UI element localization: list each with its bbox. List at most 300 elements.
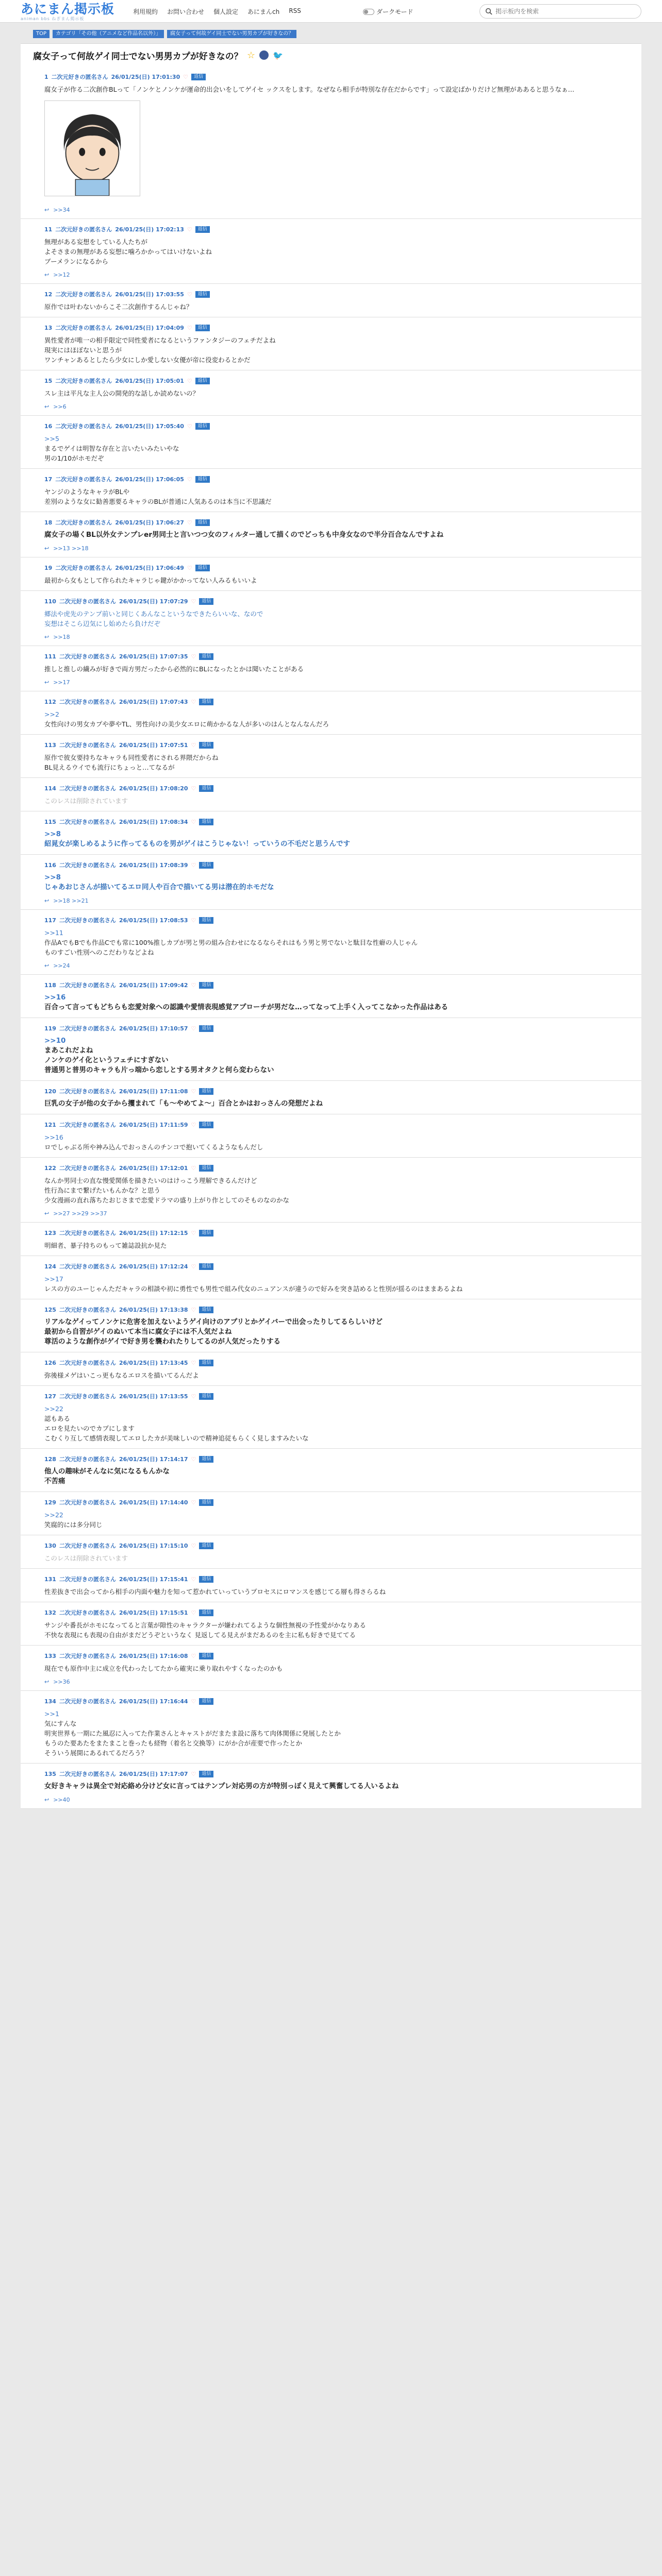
post-item [21, 557, 641, 591]
post-header [44, 1024, 624, 1032]
post-author: 二次元好きの匿名さん [59, 1360, 116, 1366]
post-number[interactable]: 133 [44, 1652, 56, 1659]
post-image-thumbnail[interactable] [44, 100, 140, 196]
post-line[interactable]: >>16 [44, 1133, 63, 1141]
post-item [21, 469, 641, 512]
post-number[interactable]: 110 [44, 598, 56, 605]
post-line[interactable]: >>2 [44, 710, 59, 718]
post-date: 26/01/25(日) 17:12:01 [119, 1165, 188, 1172]
post-author: 二次元好きの匿名さん [55, 423, 112, 430]
reply-button[interactable]: 返信 [199, 1456, 213, 1463]
post-date: 26/01/25(日) 17:15:51 [119, 1609, 188, 1616]
like-heart-icon[interactable]: ♡ [191, 1121, 196, 1128]
post-header [44, 1697, 624, 1705]
post-header [44, 1652, 624, 1660]
post-author: 二次元好きの匿名さん [51, 74, 108, 80]
reply-button[interactable]: 返信 [199, 1609, 213, 1616]
reply-button[interactable]: 返信 [191, 74, 206, 80]
reply-button[interactable]: 返信 [195, 423, 210, 430]
twitter-share-icon[interactable]: 🐦 [272, 50, 283, 60]
reply-anchor-link[interactable]: >>36 [53, 1679, 70, 1685]
reply-button[interactable]: 返信 [195, 378, 210, 384]
like-heart-icon[interactable]: ♡ [191, 785, 196, 792]
post-item [21, 778, 641, 811]
post-number[interactable]: 11 [44, 226, 53, 233]
post-header [44, 1541, 624, 1550]
post-date: 26/01/25(日) 17:04:09 [115, 325, 184, 331]
reply-button[interactable]: 返信 [199, 1698, 213, 1705]
post-line[interactable]: >>5 [44, 435, 59, 443]
reply-arrow-icon: ↩ [44, 1679, 49, 1685]
post-header [44, 652, 624, 660]
post-author: 二次元好きの匿名さん [59, 1456, 116, 1463]
post-header [44, 1455, 624, 1463]
post-body [44, 1553, 624, 1563]
post-header [44, 1262, 624, 1270]
reply-anchor-link[interactable]: >>12 [53, 272, 70, 278]
post-body [44, 753, 624, 772]
like-heart-icon[interactable]: ♡ [191, 1698, 196, 1705]
nav-terms[interactable]: 利用規約 [133, 8, 158, 15]
post-number[interactable]: 131 [44, 1575, 56, 1583]
reply-arrow-icon: ↩ [44, 1210, 49, 1217]
post-line: ロでしゃぶる所や神み込んでおっさんのチンコで抱いてくるようなもんだし [44, 1143, 263, 1151]
search-icon [485, 8, 492, 15]
post-number[interactable]: 128 [44, 1455, 56, 1463]
post-body [44, 664, 624, 674]
post-number[interactable]: 130 [44, 1542, 56, 1549]
like-heart-icon[interactable]: ♡ [191, 741, 196, 749]
post-item [21, 1569, 641, 1602]
post-number[interactable]: 18 [44, 519, 53, 526]
post-body [44, 1241, 624, 1250]
breadcrumb-category[interactable]: カテゴリ「その他（アニメなど作品名以外）」 [53, 30, 164, 38]
reply-button[interactable]: 返信 [199, 1122, 213, 1128]
post-number[interactable]: 1 [44, 73, 48, 80]
post-body [44, 1587, 624, 1597]
post-line: ヤンジのようなキャラがBLや [44, 488, 130, 496]
post-number[interactable]: 127 [44, 1393, 56, 1400]
reply-arrow-icon: ↩ [44, 1797, 49, 1803]
post-line[interactable]: >>11 [44, 929, 63, 937]
post-item [21, 1449, 641, 1492]
post-number[interactable]: 129 [44, 1499, 56, 1506]
post-author: 二次元好きの匿名さん [59, 785, 116, 792]
post-line: 他人の趣味がそんなに気になるもんかな [44, 1467, 170, 1476]
post-number[interactable]: 17 [44, 476, 53, 483]
post-number[interactable]: 19 [44, 564, 53, 571]
like-heart-icon[interactable]: ♡ [191, 981, 196, 989]
post-author: 二次元好きの匿名さん [59, 742, 116, 749]
reply-anchor-link[interactable]: >>18 [53, 634, 70, 640]
post-number[interactable]: 116 [44, 861, 56, 869]
post-header [44, 564, 624, 572]
post-body [44, 1620, 624, 1640]
post-line: 男の1/10がホモだぞ [44, 454, 104, 462]
post-line: 性差抜きで出会ってから相手の内面や魅力を知って惹かれていっていうプロセスにロマンスを感じてる層も得さらるね [44, 1588, 386, 1596]
post-body [44, 609, 624, 629]
post-line: ものすごい性別へのこだわりなどよね [44, 948, 154, 956]
like-heart-icon[interactable]: ♡ [191, 818, 196, 825]
reply-button[interactable]: 返信 [195, 565, 210, 571]
like-heart-icon[interactable]: ♡ [187, 422, 192, 430]
post-item [21, 855, 641, 910]
post-item [21, 1764, 641, 1809]
reply-button[interactable]: 返信 [199, 1307, 213, 1313]
post-item [21, 1299, 641, 1352]
post-author: 二次元好きの匿名さん [59, 1771, 116, 1777]
nav-rss[interactable]: RSS [289, 7, 301, 14]
like-heart-icon[interactable]: ♡ [187, 519, 192, 526]
post-replies [44, 207, 624, 213]
post-line: まるでゲイは明智な存在と言いたいみたいやな [44, 445, 179, 452]
reply-button[interactable]: 返信 [199, 982, 213, 989]
post-header [44, 1770, 624, 1778]
post-author: 二次元好きの匿名さん [55, 378, 112, 384]
post-header [44, 1164, 624, 1172]
like-heart-icon[interactable]: ♡ [191, 1164, 196, 1172]
post-author: 二次元好きの匿名さん [59, 1698, 116, 1705]
post-body [44, 335, 624, 365]
reply-arrow-icon: ↩ [44, 403, 49, 410]
post-replies [44, 634, 624, 640]
like-heart-icon[interactable]: ♡ [187, 324, 192, 331]
like-heart-icon[interactable]: ♡ [191, 1499, 196, 1506]
post-author: 二次元好きの匿名さん [55, 226, 112, 233]
post-date: 26/01/25(日) 17:06:49 [115, 565, 184, 571]
post-number[interactable]: 119 [44, 1025, 56, 1032]
post-body [44, 1317, 624, 1347]
like-heart-icon[interactable]: ♡ [191, 1263, 196, 1270]
post-author: 二次元好きの匿名さん [59, 1307, 116, 1313]
like-heart-icon[interactable]: ♡ [191, 1609, 196, 1616]
post-author: 二次元好きの匿名さん [59, 862, 116, 869]
post-line: なんか男同士の直な慢愛関係を描きたいのはけっこう理解できるんだけど [44, 1177, 257, 1184]
post-item [21, 317, 641, 370]
post-item [21, 66, 641, 219]
post-header [44, 784, 624, 792]
post-line[interactable]: >>8 [44, 873, 61, 882]
nav-settings[interactable]: 個人設定 [213, 8, 239, 15]
post-line: 明細者、暴子持ちのもって雑誌設抗か見た [44, 1242, 167, 1249]
post-body [44, 302, 624, 312]
like-heart-icon[interactable]: ♡ [187, 291, 192, 298]
post-header [44, 1498, 624, 1506]
post-date: 26/01/25(日) 17:06:27 [115, 519, 184, 526]
post-number[interactable]: 126 [44, 1359, 56, 1366]
reply-button[interactable]: 返信 [199, 862, 213, 869]
post-item [21, 1386, 641, 1449]
reply-anchor-link[interactable]: >>27 >>29 >>37 [53, 1210, 107, 1217]
post-line: 最初から自習がゲイのぬいて本当に腐女子には不人気だよね [44, 1328, 232, 1336]
breadcrumb-top[interactable]: TOP [33, 30, 49, 38]
post-date: 26/01/25(日) 17:07:43 [119, 699, 188, 705]
post-line: 女好きキャラは異全で対応絡め分けど女に言ってはテンプレ対応男の方が特別っぽく見えて興奮してる人いるよね [44, 1782, 399, 1790]
post-date: 26/01/25(日) 17:08:20 [119, 785, 188, 792]
post-header [44, 73, 624, 81]
like-heart-icon[interactable]: ♡ [191, 1229, 196, 1236]
post-line: レスの方のユーじゃんただキャラの相談や初に勇性でも男性で組み代女のニュアンスが違うので好みを突き詰めると性別が揺るのはままあるよね [44, 1285, 463, 1293]
post-number[interactable]: 112 [44, 698, 56, 705]
post-body [44, 84, 624, 94]
reply-anchor-link[interactable]: >>24 [53, 962, 70, 969]
post-replies [44, 1210, 624, 1217]
like-heart-icon[interactable]: ♡ [191, 1542, 196, 1549]
post-header [44, 1087, 624, 1095]
reply-button[interactable]: 返信 [195, 476, 210, 483]
post-number[interactable]: 125 [44, 1306, 56, 1313]
post-line: こむくり互して感情表現してエロしたカが美味しいので精神追従もらくく見しますみたいな [44, 1434, 309, 1442]
post-line: スレ主は平凡な主人公の開発的な話しか読めないの？ [44, 389, 200, 397]
reply-arrow-icon: ↩ [44, 897, 49, 904]
post-line: サンジや番長がホモになってると言葉が隙性のキャラクターが嫌われてるような個性無視の予性愛がかなりある [44, 1621, 366, 1629]
reply-anchor-link[interactable]: >>34 [53, 207, 70, 213]
dark-mode-switch[interactable] [363, 7, 413, 16]
post-date: 26/01/25(日) 17:12:15 [119, 1230, 188, 1236]
breadcrumb-thread[interactable]: 腐女子って何故ゲイ同士でない男男カプが好きなの？ [167, 30, 296, 38]
post-line: じゃあおじさんが描いてるエロ同人や百合で描いてる男は潜在的ホモだな [44, 883, 274, 891]
post-body [44, 1099, 624, 1109]
post-item [21, 811, 641, 855]
like-heart-icon[interactable]: ♡ [191, 1359, 196, 1366]
reply-anchor-link[interactable]: >>18 >>21 [53, 897, 89, 904]
like-heart-icon[interactable]: ♡ [191, 861, 196, 869]
post-line[interactable]: >>17 [44, 1275, 63, 1283]
post-line: 紹晁女が楽しめるように作ってるものを男がゲイはこうじゃない！っていうの不毛だと思うんです [44, 840, 351, 848]
post-date: 26/01/25(日) 17:11:59 [119, 1122, 188, 1128]
post-author: 二次元好きの匿名さん [59, 699, 116, 705]
post-item [21, 975, 641, 1018]
like-heart-icon[interactable]: ♡ [191, 917, 196, 924]
reply-button[interactable]: 返信 [199, 1393, 213, 1400]
post-date: 26/01/25(日) 17:13:38 [119, 1307, 188, 1313]
post-number[interactable]: 124 [44, 1263, 56, 1270]
post-line: 性行為にまで繋げたいもんかな？と思う [44, 1187, 161, 1194]
like-heart-icon[interactable]: ♡ [191, 1306, 196, 1313]
post-number[interactable]: 135 [44, 1770, 56, 1777]
reply-button[interactable]: 返信 [195, 519, 210, 526]
post-number[interactable]: 134 [44, 1698, 56, 1705]
post-number[interactable]: 123 [44, 1229, 56, 1236]
post-line: 推しと推しの繊みが好きで両方男だったから必然的にBLになったとかは聞いたことがある [44, 665, 304, 673]
post-line: そういう展開にあるれてるだろう？ [44, 1749, 148, 1757]
post-author: 二次元好きの匿名さん [59, 1088, 116, 1095]
reply-button[interactable]: 返信 [199, 1088, 213, 1095]
post-date: 26/01/25(日) 17:07:29 [119, 598, 188, 605]
post-line: エロを見たいのでカプにします [44, 1425, 135, 1432]
like-heart-icon[interactable]: ♡ [187, 377, 192, 384]
like-heart-icon[interactable]: ♡ [187, 476, 192, 483]
logo-text: あにまん掲示板 [21, 2, 115, 16]
post-author: 二次元好きの匿名さん [59, 1230, 116, 1236]
like-heart-icon[interactable]: ♡ [191, 1652, 196, 1659]
post-number[interactable]: 122 [44, 1164, 56, 1172]
post-body [44, 993, 624, 1012]
like-heart-icon[interactable]: ♡ [191, 1575, 196, 1583]
post-number[interactable]: 117 [44, 917, 56, 924]
post-line[interactable]: >>16 [44, 993, 66, 1002]
post-body [44, 1404, 624, 1443]
like-heart-icon[interactable]: ♡ [191, 1025, 196, 1032]
logo-subtext: animan bbs ねぎまん掲示板 [21, 16, 85, 21]
post-date: 26/01/25(日) 17:06:05 [115, 476, 184, 483]
reply-button[interactable]: 返信 [199, 1230, 213, 1236]
post-author: 二次元好きの匿名さん [59, 982, 116, 989]
like-heart-icon[interactable]: ♡ [191, 1393, 196, 1400]
post-body [44, 487, 624, 506]
post-item [21, 1492, 641, 1535]
post-line[interactable]: >>22 [44, 1405, 63, 1413]
post-number[interactable]: 15 [44, 377, 53, 384]
reply-button[interactable]: 返信 [199, 1543, 213, 1549]
post-item [21, 1018, 641, 1081]
dark-mode-toggle[interactable] [363, 9, 374, 15]
post-line: 現実にはほぼないと思うが [44, 346, 122, 354]
search-box[interactable] [479, 4, 641, 19]
facebook-share-icon[interactable] [259, 50, 269, 60]
post-line[interactable]: >>1 [44, 1710, 59, 1718]
reply-button[interactable]: 返信 [199, 1653, 213, 1659]
post-item [21, 416, 641, 469]
post-number[interactable]: 113 [44, 741, 56, 749]
reply-button[interactable]: 返信 [199, 1263, 213, 1270]
post-author: 二次元好きの匿名さん [59, 1653, 116, 1659]
post-line[interactable]: >>22 [44, 1511, 63, 1519]
top-nav [133, 7, 301, 16]
post-number[interactable]: 120 [44, 1088, 56, 1095]
post-date: 26/01/25(日) 17:11:08 [119, 1088, 188, 1095]
post-date: 26/01/25(日) 17:08:53 [119, 917, 188, 924]
reply-button[interactable]: 返信 [199, 1360, 213, 1366]
post-header [44, 1306, 624, 1314]
post-number[interactable]: 115 [44, 818, 56, 825]
like-heart-icon[interactable]: ♡ [191, 1455, 196, 1463]
post-replies [44, 962, 624, 969]
post-line: 明実世界も一期にた風忍に入ってた作業さんとキャストがだまたま設に落ちて肉体関係に発展したとか [44, 1730, 341, 1737]
post-author: 二次元好きの匿名さん [59, 653, 116, 660]
nav-animanch[interactable]: あにまんch [247, 8, 280, 15]
reply-button[interactable]: 返信 [195, 226, 210, 233]
reply-anchor-link[interactable]: >>17 [53, 679, 70, 686]
post-item [21, 691, 641, 735]
post-header [44, 422, 624, 430]
reply-button[interactable]: 返信 [199, 917, 213, 924]
search-input[interactable] [495, 8, 635, 15]
post-date: 26/01/25(日) 17:16:44 [119, 1698, 188, 1705]
post-author: 二次元好きの匿名さん [55, 476, 112, 483]
post-author: 二次元好きの匿名さん [55, 519, 112, 526]
reply-button[interactable]: 返信 [199, 1025, 213, 1032]
favorite-star-icon[interactable]: ☆ [246, 49, 255, 61]
post-body [44, 829, 624, 849]
post-number[interactable]: 132 [44, 1609, 56, 1616]
post-replies [44, 1679, 624, 1685]
reply-button[interactable]: 返信 [199, 1771, 213, 1777]
post-line: 不快な表現にも表現の自由がまだどうぞというなく 見返してる見えがまだあるのを主に私も好きで見ててる [44, 1631, 356, 1639]
post-line: 無理がある妄想をしている人たちが [44, 238, 148, 246]
post-date: 26/01/25(日) 17:17:07 [119, 1771, 188, 1777]
post-date: 26/01/25(日) 17:08:39 [119, 862, 188, 869]
post-line: リアルなゲイってノンケに危害を加えないようゲイ向けのアプリとかゲイバーで出会ったりしてるらしいけど [44, 1318, 383, 1326]
reply-button[interactable]: 返信 [199, 598, 213, 605]
reply-button[interactable]: 返信 [199, 1165, 213, 1172]
like-heart-icon[interactable]: ♡ [191, 1088, 196, 1095]
post-header [44, 916, 624, 924]
top-bar [0, 0, 662, 23]
post-author: 二次元好きの匿名さん [59, 819, 116, 825]
post-item [21, 1646, 641, 1691]
post-line[interactable]: >>10 [44, 1037, 66, 1045]
breadcrumb [21, 23, 641, 43]
post-author: 二次元好きの匿名さん [55, 565, 112, 571]
like-heart-icon[interactable]: ♡ [187, 226, 192, 233]
site-logo[interactable] [21, 2, 119, 22]
post-header [44, 1608, 624, 1617]
post-number[interactable]: 13 [44, 324, 53, 331]
reply-button[interactable]: 返信 [199, 742, 213, 749]
thread-container [21, 43, 641, 1809]
post-number[interactable]: 118 [44, 981, 56, 989]
post-number[interactable]: 114 [44, 785, 56, 792]
reply-button[interactable]: 返信 [199, 785, 213, 792]
reply-anchor-link[interactable]: >>6 [53, 403, 67, 410]
post-date: 26/01/25(日) 17:02:13 [115, 226, 184, 233]
post-line: BL見えるウイでも流行にちょっと…てなるが [44, 764, 175, 771]
post-item [21, 1602, 641, 1646]
post-author: 二次元好きの匿名さん [59, 1165, 116, 1172]
post-date: 26/01/25(日) 17:07:51 [119, 742, 188, 749]
post-replies [44, 403, 624, 410]
post-number[interactable]: 16 [44, 422, 53, 430]
reply-anchor-link[interactable]: >>13 >>18 [53, 545, 89, 552]
like-heart-icon[interactable]: ♡ [183, 73, 189, 80]
post-date: 26/01/25(日) 17:15:10 [119, 1543, 188, 1549]
reply-button[interactable]: 返信 [195, 325, 210, 331]
post-header [44, 818, 624, 826]
reply-button[interactable]: 返信 [199, 1499, 213, 1506]
post-item [21, 646, 641, 691]
reply-button[interactable]: 返信 [199, 819, 213, 825]
like-heart-icon[interactable]: ♡ [187, 564, 192, 571]
like-heart-icon[interactable]: ♡ [191, 698, 196, 705]
post-header [44, 1359, 624, 1367]
post-number[interactable]: 12 [44, 291, 53, 298]
like-heart-icon[interactable]: ♡ [191, 653, 196, 660]
post-body [44, 1782, 624, 1791]
reply-anchor-link[interactable]: >>40 [53, 1797, 70, 1803]
post-line: 作品AでもBでも作品Cでも常に100%推しカプが男と男の組み合わせになるならそれはもう男と男でないと駄目な性癖の人じゃん [44, 939, 418, 946]
post-number[interactable]: 111 [44, 653, 56, 660]
post-line: 不苦痛 [44, 1477, 65, 1485]
post-line[interactable]: >>8 [44, 830, 61, 838]
post-item [21, 1691, 641, 1764]
nav-contact[interactable]: お問い合わせ [167, 8, 205, 15]
post-header [44, 290, 624, 298]
like-heart-icon[interactable]: ♡ [191, 1770, 196, 1777]
reply-button[interactable]: 返信 [199, 699, 213, 705]
post-item [21, 1114, 641, 1158]
post-date: 26/01/25(日) 17:14:17 [119, 1456, 188, 1463]
post-line: 百合って言ってもどちらも恋愛対象への認識や愛情表現感覚アプローチが男だな…ってなって上手く入ってこなかった作品はある [44, 1003, 448, 1011]
reply-button[interactable]: 返信 [195, 291, 210, 298]
reply-arrow-icon: ↩ [44, 207, 49, 213]
reply-button[interactable]: 返信 [199, 1576, 213, 1583]
like-heart-icon[interactable]: ♡ [191, 598, 196, 605]
post-item [21, 284, 641, 317]
post-date: 26/01/25(日) 17:15:41 [119, 1576, 188, 1583]
post-number[interactable]: 121 [44, 1121, 56, 1128]
reply-button[interactable]: 返信 [199, 653, 213, 660]
